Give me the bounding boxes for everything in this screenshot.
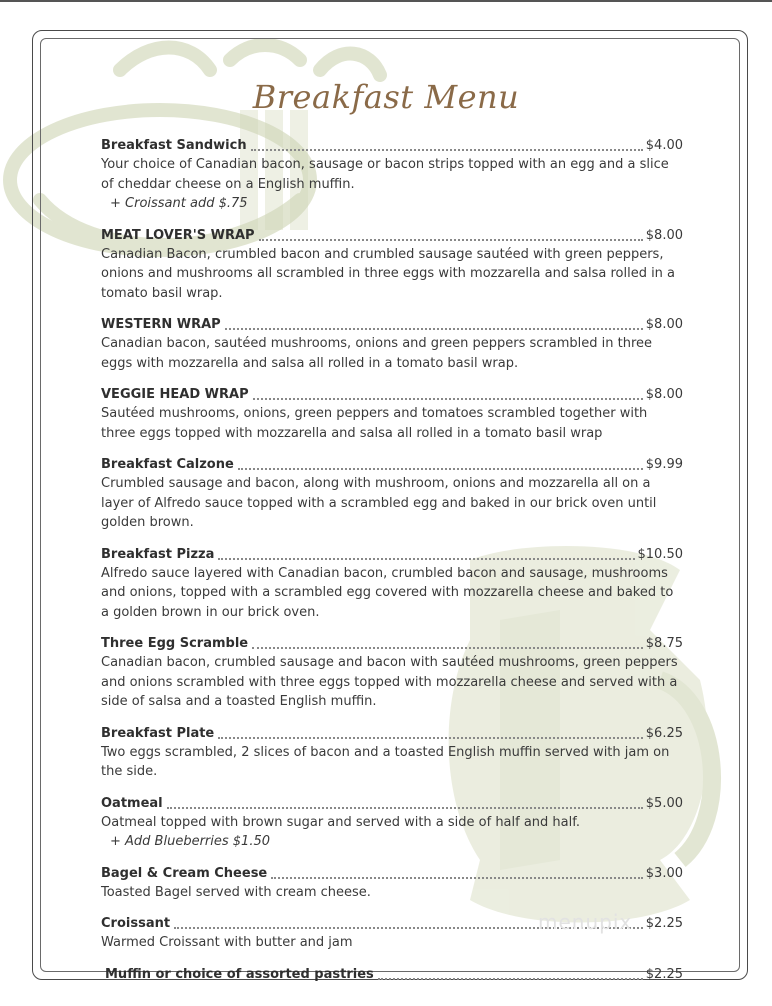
menu-item-breakfast-sandwich (101, 137, 683, 214)
item-name: Breakfast Calzone (101, 457, 234, 472)
dotted-leader (251, 149, 643, 151)
menu-item-breakfast-plate (101, 725, 683, 782)
item-header (101, 546, 683, 564)
item-price: $9.99 (645, 457, 683, 472)
item-description: Alfredo sauce layered with Canadian bacon, crumbled bacon and sausage, mushrooms and onions, topped with a scrambled egg covered with mozzarella cheese and baked to a golden brown in our brick oven. (101, 565, 674, 620)
item-price: $5.00 (645, 795, 683, 811)
dotted-leader (259, 239, 643, 241)
item-header (101, 795, 683, 813)
item-price: $3.00 (645, 865, 683, 881)
item-header (101, 865, 683, 883)
menu-title: Breakfast Menu (252, 78, 520, 116)
top-rule (0, 0, 772, 2)
item-header (101, 227, 683, 245)
item-description: Sautéed mushrooms, onions, green peppers and tomatoes scrambled together with three eggs topped with mozzarella and salsa all rolled in a tomato basil wrap (101, 406, 648, 441)
item-description: Toasted Bagel served with cream cheese. (101, 884, 371, 900)
item-price: $8.00 (645, 227, 683, 243)
item-name: Three Egg Scramble (101, 636, 249, 651)
dotted-leader (238, 468, 643, 470)
item-header (101, 386, 683, 404)
item-header (101, 316, 683, 334)
item-price: $6.25 (645, 725, 683, 741)
menu-item-breakfast-pizza (101, 546, 683, 623)
item-description: Crumbled sausage and bacon, along with mushroom, onions and mozzarella all on a layer of Alfredo sauce topped with a scrambled egg and baked in our brick oven until golden brown. (101, 476, 657, 530)
item-name: Breakfast Plate (101, 725, 215, 741)
item-description: Canadian Bacon, crumbled bacon and crumbled sausage sautéed with green peppers, onions and mushrooms all scrambled in three eggs with mozzarella and salsa rolled in a tomato basil wrap. (101, 246, 676, 301)
item-header (101, 725, 683, 743)
dotted-leader (252, 647, 643, 649)
menu-item-veggie-head-wrap (101, 386, 683, 443)
item-addon: + Add Blueberries $1.50 (110, 834, 270, 849)
item-price: $8.00 (645, 387, 683, 402)
item-header (105, 966, 683, 984)
item-header (101, 137, 683, 155)
item-price: $2.25 (645, 916, 683, 931)
menu-item-oatmeal (101, 795, 683, 852)
watermark-logo: menupix (538, 910, 633, 934)
item-price: $8.75 (645, 636, 683, 651)
menu-item-muffin-pastries (101, 966, 683, 984)
menu-item-three-egg-scramble (101, 635, 683, 712)
item-header (101, 635, 683, 653)
item-price: $4.00 (645, 138, 683, 153)
item-addon: + Croissant add $.75 (110, 196, 248, 211)
menu-item-bagel-cream-cheese (101, 865, 683, 903)
item-name: Bagel & Cream Cheese (101, 865, 268, 881)
menu-item-breakfast-calzone (101, 456, 683, 533)
item-name: MEAT LOVER'S WRAP (101, 227, 255, 243)
item-description: Warmed Croissant with butter and jam (101, 935, 353, 950)
item-description: Canadian bacon, crumbled sausage and bacon with sautéed mushrooms, green peppers and onions scrambled with three eggs topped with mozzarella cheese and served with a side of salsa and a toasted English muffin. (101, 655, 678, 709)
menu-item-western-wrap (101, 316, 683, 373)
dotted-leader (271, 877, 643, 879)
item-price: $10.50 (637, 546, 683, 562)
item-name: Breakfast Pizza (101, 546, 215, 562)
item-description: Your choice of Canadian bacon, sausage or bacon strips topped with an egg and a slice of cheddar cheese on a English muffin. (101, 157, 669, 192)
item-name: WESTERN WRAP (101, 317, 221, 332)
dotted-leader (253, 398, 643, 400)
item-description: Two eggs scrambled, 2 slices of bacon and a toasted English muffin served with jam on the side. (101, 744, 670, 779)
item-description: Canadian bacon, sautéed mushrooms, onions and green peppers scrambled in three eggs with mozzarella and salsa all rolled in a tomato basil wrap. (101, 336, 653, 371)
dotted-leader (218, 737, 643, 739)
item-price: $2.25 (645, 966, 683, 982)
dotted-leader (218, 558, 634, 560)
item-price: $8.00 (645, 317, 683, 332)
item-name: Croissant (101, 916, 171, 931)
menu-item-meat-lovers-wrap (101, 227, 683, 304)
dotted-leader (225, 328, 643, 330)
dotted-leader (378, 978, 643, 980)
dotted-leader (167, 807, 643, 809)
item-name: Muffin or choice of assorted pastries (105, 966, 374, 982)
item-name: Oatmeal (101, 795, 163, 811)
item-header (101, 456, 683, 474)
item-description: Oatmeal topped with brown sugar and served with a side of half and half. (101, 814, 581, 830)
menu-items-list (101, 137, 683, 997)
item-name: VEGGIE HEAD WRAP (101, 387, 249, 402)
item-name: Breakfast Sandwich (101, 138, 247, 153)
